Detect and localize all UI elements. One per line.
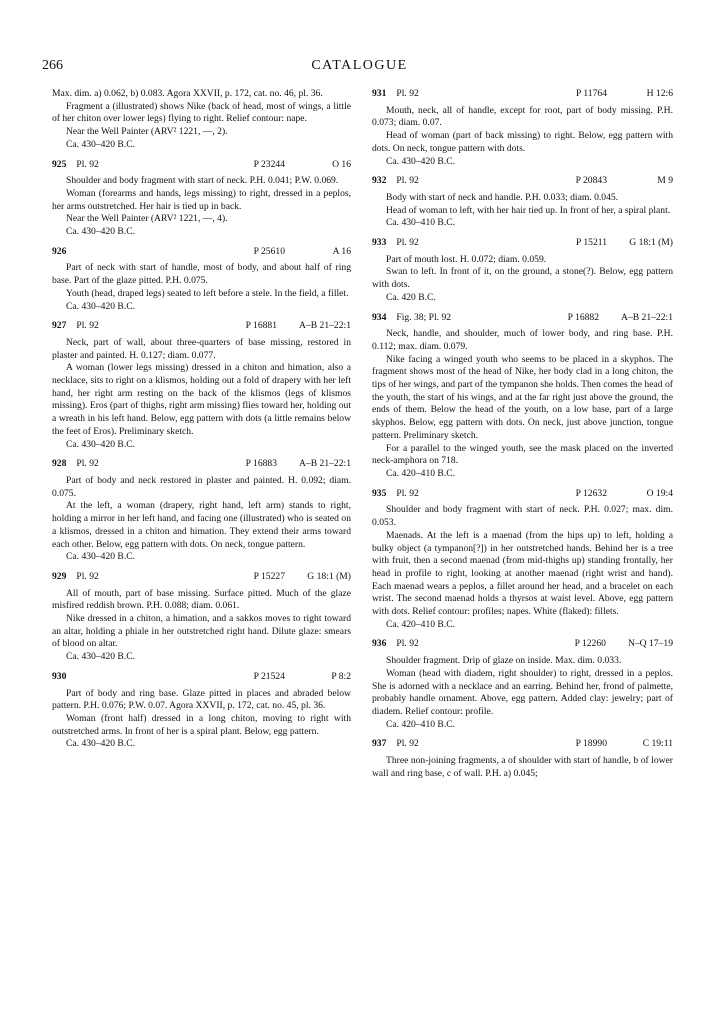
entry-paragraph: Body with start of neck and handle. P.H. 0.033; diam. 0.045.	[386, 191, 619, 203]
deposit-location: H 12:6	[646, 88, 673, 99]
entry-number: 937	[372, 738, 387, 750]
entry-paragraph: At the left, a woman (drapery, right hand, left arm) stands to right, holding a mirror in her left hand, and facing one (illustrated) who is seated on a klismos, dressed in a chiton and himation. They extend their arms toward each other. Below, egg pattern with dots. On neck, tongue pattern.	[52, 500, 351, 550]
deposit-location: A–B 21–22:1	[299, 320, 351, 332]
entry-paragraph: Part of body and neck restored in plaster and painted. H. 0.092; diam. 0.075.	[52, 474, 351, 499]
entry-paragraph: Nike facing a winged youth who seems to be placed in a skyphos. The fragment shows most of the head of Nike, her body clad in a long chiton, the tips of her wings, and part of the tympanon she holds. Then comes the head of the youth, the start of his wings, and at the far right just above the ground, the ends of them. Below the head of the youth, on a low base, part of a large skyphos. Below, egg pattern with dots. On neck, just above junction, tongue pattern. Preliminary sketch.	[372, 353, 673, 441]
entry-number: 932	[372, 175, 387, 187]
entry-heading-right	[563, 738, 673, 751]
entry-paragraph: Swan to left. In front of it, on the ground, a stone(?). Below, egg pattern with dots.	[372, 266, 673, 291]
inventory-number: P 12632	[575, 487, 607, 499]
inventory-number: P 15227	[253, 570, 285, 582]
entry-paragraph: Ca. 430–420 B.C.	[66, 438, 136, 450]
deposit-location: O 19:4	[646, 487, 673, 499]
entry-heading	[52, 458, 351, 471]
entry-number: 927	[52, 320, 67, 332]
entry-heading	[372, 88, 673, 101]
inventory-number: P 20843	[575, 175, 607, 187]
entry-paragraph: Part of neck with start of handle, most of body, and about half of ring base. Part of the glaze pitted. P.H. 0.075.	[52, 262, 351, 287]
entry-heading-left	[372, 488, 419, 501]
entry-paragraph: Youth (head, draped legs) seated to left before a stele. In the field, a fillet.	[66, 287, 349, 299]
entry-number: 933	[372, 237, 387, 249]
deposit-location: M 9	[657, 175, 673, 187]
entry-heading-right	[241, 159, 351, 172]
inventory-number: P 15211	[575, 237, 607, 249]
entry-number: 935	[372, 487, 387, 499]
entry-heading-left	[52, 159, 99, 172]
deposit-location: G 18:1 (M)	[629, 237, 673, 249]
entry-heading-left	[372, 738, 419, 751]
entry-heading	[52, 159, 351, 172]
entry-heading-left	[52, 246, 66, 259]
entry-paragraph: Ca. 430–420 B.C.	[386, 155, 456, 167]
inventory-number: P 23244	[253, 158, 285, 170]
entry-heading-left	[372, 88, 419, 101]
inventory-number: P 18990	[575, 738, 607, 750]
entry-heading-left	[52, 571, 99, 584]
entry-paragraph: Woman (forearms and hands, legs missing) to right, dressed in a peplos, her arms outstretched. Her hair is tied up in back.	[52, 187, 351, 212]
plate-reference: Pl. 92	[396, 738, 419, 750]
entry-heading	[372, 738, 673, 751]
entry-paragraph: Neck, handle, and shoulder, much of lower body, and ring base. P.H. 0.112; max. diam. 0.079.	[372, 328, 673, 352]
entry-number: 928	[52, 458, 67, 470]
entry-heading	[372, 237, 673, 250]
plate-reference: Pl. 92	[76, 158, 99, 170]
plate-reference: Pl. 92	[396, 487, 419, 499]
entry-number: 934	[372, 311, 387, 323]
entry-heading	[52, 571, 351, 584]
entry-paragraph: Shoulder fragment. Drip of glaze on inside. Max. dim. 0.033.	[386, 655, 622, 667]
entry-paragraph: Shoulder and body fragment with start of neck. P.H. 0.027; max. dim. 0.053.	[372, 504, 673, 529]
entry-heading-right	[241, 246, 351, 259]
entry-paragraph: Ca. 430–420 B.C.	[66, 651, 136, 663]
entry-paragraph: Part of body and ring base. Glaze pitted in places and abraded below pattern. P.H. 0.076; P.W. 0.07. Agora XXVII, p. 172, cat. no. 45, pl. 36.	[52, 687, 351, 712]
plate-reference: Pl. 92	[396, 237, 419, 249]
entry-heading-right	[563, 88, 673, 101]
plate-reference: Fig. 38; Pl. 92	[396, 311, 452, 323]
entry-heading	[372, 638, 673, 651]
entry-paragraph: Head of woman to left, with her hair tied up. In front of her, a spiral plant.	[386, 204, 671, 216]
entry-paragraph: Ca. 430–420 B.C.	[66, 300, 136, 312]
entry-number: 931	[372, 88, 387, 99]
entry-paragraph: Ca. 430–420 B.C.	[66, 226, 136, 238]
continuation-paragraph: Fragment a (illustrated) shows Nike (back of head, most of wings, a little of her chiton over lower legs) flying to right. Relief contour: nape.	[52, 100, 351, 125]
entry-paragraph: Nike dressed in a chiton, a himation, and a sakkos moves to right toward an altar, holding a phiale in her outstretched right hand. Dilute glaze: smears of blood on altar.	[52, 613, 351, 650]
continuation-paragraph: Max. dim. a) 0.062, b) 0.083. Agora XXVII, p. 172, cat. no. 46, pl. 36.	[52, 88, 323, 99]
entry-heading-right	[562, 638, 673, 651]
deposit-location: N–Q 17–19	[627, 638, 673, 650]
entry-paragraph: Three non-joining fragments, a of shoulder with start of handle, b of lower wall and ring base, c of wall. P.H. a) 0.045;	[372, 755, 673, 779]
entry-heading-right	[563, 175, 673, 188]
entry-heading-right	[563, 237, 673, 250]
entry-paragraph: Neck, part of wall, about three-quarters of base missing, restored in plaster and painted. H. 0.127; diam. 0.077.	[52, 336, 351, 361]
entry-heading	[372, 175, 673, 188]
inventory-number: P 21524	[253, 670, 285, 682]
entry-paragraph: All of mouth, part of base missing. Surface pitted. Much of the glaze misfired reddish brown. P.H. 0.088; diam. 0.061.	[52, 587, 351, 612]
entry-heading-right	[241, 571, 351, 584]
entry-heading	[52, 320, 351, 333]
entry-paragraph: Mouth, neck, all of handle, except for root, part of body missing. P.H. 0.073; diam. 0.07.	[372, 104, 673, 129]
entry-heading-left	[52, 458, 99, 471]
page-number: 266	[42, 58, 63, 73]
continuation-paragraph: Ca. 430–420 B.C.	[66, 138, 136, 150]
entry-number: 925	[52, 158, 67, 170]
entry-paragraph: Maenads. At the left is a maenad (from the hips up) to left, holding a bulky object (a tympanon[?]) in her outstretched hands. Behind her is a tree with fruit, then a second maenad (from mid-thighs up) standing frontally, her head in profile to right, looking at another maenad (right wrist and hand). Each maenad wears a peplos, a fillet around her head, and a bracelet on each wrist. The second maenad holds a thyrsos at waist level. Above, egg pattern with dots. Relief contour: profiles; napes. White (flaked): fillets.	[372, 529, 673, 618]
inventory-number: P 16881	[245, 320, 278, 332]
entry-paragraph: Shoulder and body fragment with start of neck. P.H. 0.041; P.W. 0.069.	[66, 175, 339, 187]
entry-paragraph: Ca. 430–420 B.C.	[66, 551, 136, 563]
entry-paragraph: Ca. 420 B.C.	[386, 291, 436, 303]
entry-heading	[52, 246, 351, 259]
entry-paragraph: Ca. 420–410 B.C.	[386, 467, 456, 479]
entry-paragraph: Ca. 430–410 B.C.	[386, 217, 456, 229]
entry-heading-right	[241, 671, 351, 684]
entry-number: 936	[372, 638, 387, 650]
inventory-number: P 25610	[253, 245, 285, 257]
plate-reference: Pl. 92	[76, 570, 99, 582]
inventory-number: P 16882	[567, 311, 600, 323]
left-column	[52, 88, 351, 751]
right-column	[372, 88, 673, 780]
plate-reference: Pl. 92	[396, 175, 419, 187]
entry-number: 929	[52, 570, 67, 582]
entry-heading-left	[52, 320, 99, 333]
deposit-location: C 19:11	[642, 738, 673, 750]
entry-heading	[52, 671, 351, 684]
running-title: CATALOGUE	[311, 58, 408, 73]
plate-reference: Pl. 92	[396, 638, 419, 650]
entry-number: 926	[52, 245, 67, 257]
entry-heading	[372, 312, 673, 325]
entry-heading-left	[372, 175, 419, 188]
entry-paragraph: Head of woman (part of back missing) to right. Below, egg pattern with dots. On neck, tongue pattern with dots.	[372, 130, 673, 154]
entry-paragraph: Near the Well Painter (ARV² 1221, —, 4).	[66, 213, 228, 225]
entry-paragraph: Woman (front half) dressed in a long chiton, moving to right with outstretched arms. In front of her is a spiral plant. Below, egg pattern.	[52, 712, 351, 737]
plate-reference: Pl. 92	[76, 458, 99, 470]
entry-heading	[372, 488, 673, 501]
deposit-location: A–B 21–22:1	[621, 311, 673, 323]
deposit-location: O 16	[332, 158, 351, 170]
entry-paragraph: Part of mouth lost. H. 0.072; diam. 0.059.	[386, 253, 547, 265]
inventory-number: P 16883	[245, 458, 278, 470]
deposit-location: A 16	[332, 245, 351, 257]
entry-paragraph: Woman (head with diadem, right shoulder) to right, dressed in a peplos. She is adorned with a necklace and an earring. Behind her, frond of palmette, probably handle ornament. Above, egg pattern. Added clay: jewelry; part of diadem. Relief contour: profile.	[372, 667, 673, 717]
entry-paragraph: Ca. 430–420 B.C.	[66, 738, 136, 750]
entry-paragraph: Ca. 420–410 B.C.	[386, 718, 456, 730]
inventory-number: P 11764	[575, 88, 607, 99]
plate-reference: Pl. 92	[76, 320, 99, 332]
deposit-location: G 18:1 (M)	[307, 570, 351, 582]
entry-heading-right	[233, 320, 351, 333]
entry-heading-left	[372, 312, 451, 325]
entry-heading-left	[52, 671, 66, 684]
entry-heading-right	[233, 458, 351, 471]
entry-heading-left	[372, 237, 419, 250]
entry-paragraph: Ca. 420–410 B.C.	[386, 618, 456, 630]
entry-paragraph: For a parallel to the winged youth, see the mask placed on the inverted neck-amphora on 718.	[372, 442, 673, 467]
continuation-paragraph: Near the Well Painter (ARV² 1221, —, 2).	[66, 126, 228, 138]
entry-heading-right	[563, 488, 673, 501]
plate-reference: Pl. 92	[396, 88, 419, 99]
entry-number: 930	[52, 670, 67, 682]
deposit-location: A–B 21–22:1	[299, 458, 351, 470]
entry-paragraph: A woman (lower legs missing) dressed in a chiton and himation, also a necklace, sits to right on a klismos, holding out a fold of drapery with her left hand, her right arm resting on the back of the klismos (legs of klismos missing). Eros (part of thighs, right arm missing) flies toward her, holding out a wreath in his left hand. Below, egg pattern with dots (a little remains below the feet of Eros). Preliminary sketch.	[52, 362, 351, 437]
entry-heading-right	[555, 312, 673, 325]
entry-heading-left	[372, 638, 419, 651]
inventory-number: P 12260	[574, 638, 606, 650]
deposit-location: P 8:2	[331, 670, 351, 682]
